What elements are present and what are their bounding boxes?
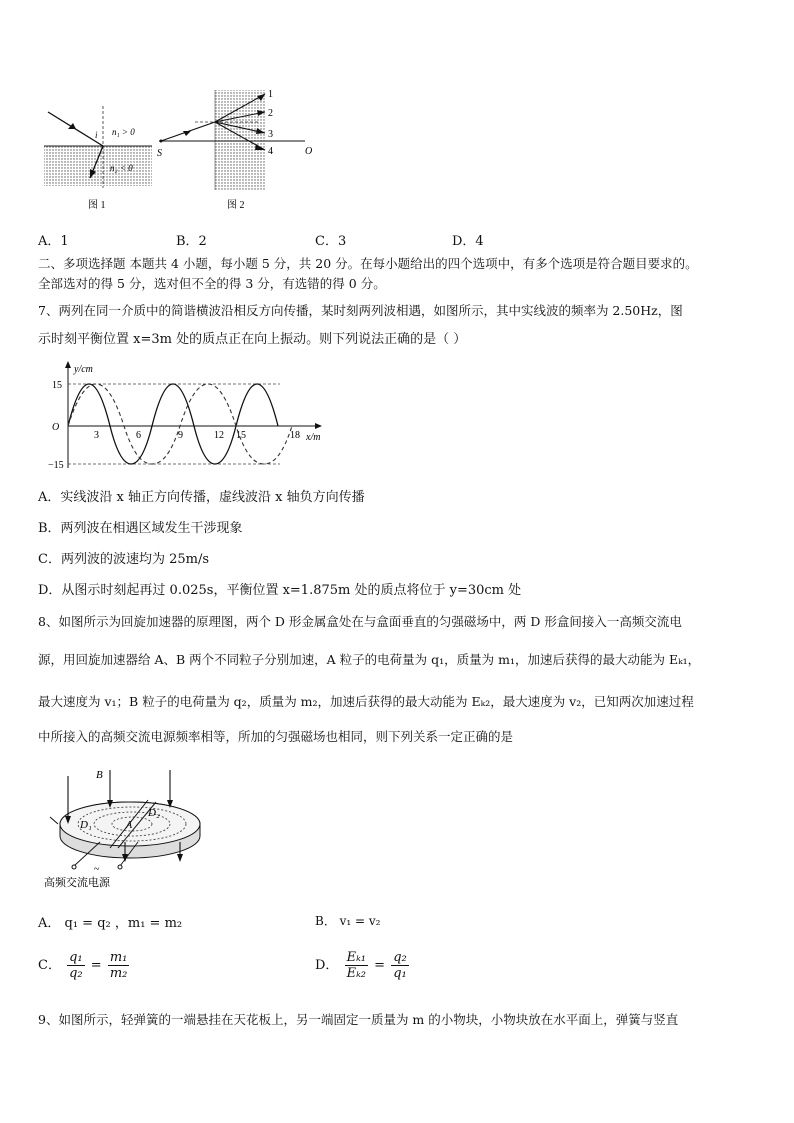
fig2-ray-1: 1 xyxy=(268,89,273,100)
q8-option-d-den1: Eₖ₂ xyxy=(346,966,367,981)
q7-origin: O xyxy=(52,422,60,433)
q7-wave-graph xyxy=(50,360,340,475)
fig2-ray-3: 3 xyxy=(268,129,273,140)
fig2-caption: 图 2 xyxy=(227,200,245,211)
q8-fig-D1: D₁ xyxy=(80,819,92,831)
q7-option-a: A．实线波沿 x 轴正方向传播，虚线波沿 x 轴负方向传播 xyxy=(38,490,365,505)
figure-2 xyxy=(155,86,325,216)
q8-fig-B: B xyxy=(96,769,103,781)
fig1-n2: n₂ < 0 xyxy=(110,163,133,173)
q7-ytick-neg15: −15 xyxy=(48,460,64,471)
q8-option-c-den1: q₂ xyxy=(69,966,83,981)
q8-stem-4: 中所接入的高频交流电源频率相等，所加的匀强磁场也相同，则下列关系一定正确的是 xyxy=(38,729,514,744)
q7-xtick-12: 12 xyxy=(214,430,224,441)
q8-fig-caption: 高频交流电源 xyxy=(44,877,110,889)
q7-option-b: B．两列波在相遇区域发生干涉现象 xyxy=(38,521,243,536)
q6-option-b: B．2 xyxy=(176,234,207,249)
q7-stem-2: 示时刻平衡位置 x=3m 处的质点正在向上振动。则下列说法正确的是（ ） xyxy=(38,332,467,347)
q7-option-d: D．从图示时刻起再过 0.025s，平衡位置 x=1.875m 处的质点将位于 y=30cm 处 xyxy=(38,583,522,598)
q8-fig-A: A xyxy=(126,820,133,831)
q8-stem-1: 8、如图所示为回旋加速器的原理图，两个 D 形金属盒处在与盒面垂直的匀强磁场中，两 D 形盒间接入一高频交流电 xyxy=(38,614,682,629)
q8-option-a: A． q₁ = q₂ ，m₁ = m₂ xyxy=(38,916,183,931)
q7-dashed-wave xyxy=(68,384,292,464)
fig1-n1: n₁ > 0 xyxy=(112,127,135,137)
q6-option-c: C．3 xyxy=(315,234,347,249)
fig2-label-O: O xyxy=(305,146,313,157)
q7-stem-1: 7、两列在同一介质中的简谐横波沿相反方向传播，某时刻两列波相遇，如图所示，其中实线波的频率为 2.50Hz，图 xyxy=(38,303,683,318)
q8-option-c-num2: m₁ xyxy=(109,950,128,965)
section2-instructions-1: 二、多项选择题 本题共 4 小题，每小题 5 分，共 20 分。在每小题给出的四个选项中，有多个选项是符合题目要求的。 xyxy=(38,256,698,271)
q8-option-d-num1: Eₖ₁ xyxy=(346,950,367,965)
q7-xtick-6: 6 xyxy=(136,430,141,441)
q8-option-c-frac2 xyxy=(108,950,130,981)
q7-option-c: C．两列波的波速均为 25m/s xyxy=(38,552,209,567)
q6-option-a: A．1 xyxy=(38,234,69,249)
q8-cyclotron-figure xyxy=(40,762,200,892)
q7-xtick-15: 15 xyxy=(236,430,246,441)
section2-instructions-2: 全部选对的得 5 分，选对但不全的得 3 分，有选错的得 0 分。 xyxy=(38,276,386,291)
q9-stem-1: 9、如图所示，轻弹簧的一端悬挂在天花板上，另一端固定一质量为 m 的小物块，小物块放在水平面上，弹簧与竖直 xyxy=(38,1012,679,1027)
q8-stem-2: 源，用回旋加速器给 A、B 两个不同粒子分别加速，A 粒子的电荷量为 q₁，质量为 m₁，加速后获得的最大动能为 Eₖ₁， xyxy=(38,652,701,667)
q8-option-c-eq: = xyxy=(90,958,102,973)
q8-option-c xyxy=(38,950,131,981)
q7-xtick-3: 3 xyxy=(94,430,99,441)
fig2-label-S: S xyxy=(157,148,162,159)
q7-xlabel: x/m xyxy=(306,432,321,443)
q7-ytick-15: 15 xyxy=(52,380,62,391)
q8-option-d-frac1 xyxy=(345,950,368,981)
q8-fig-source-symbol: ~ xyxy=(94,864,100,875)
q7-xtick-9: 9 xyxy=(178,430,183,441)
q8-option-d-den2: q₁ xyxy=(393,966,407,981)
q8-option-c-den2: m₂ xyxy=(109,966,128,981)
fig2-ray-2: 2 xyxy=(268,108,273,119)
q8-stem-3: 最大速度为 v₁；B 粒子的电荷量为 q₂，质量为 m₂，加速后获得的最大动能为 Eₖ₂，最大速度为 v₂，已知两次加速过程 xyxy=(38,694,694,709)
q8-option-d-eq: = xyxy=(374,958,386,973)
q8-option-d-num2: q₂ xyxy=(393,950,407,965)
q8-option-c-label: C． xyxy=(38,958,61,973)
fig1-angle-i: i xyxy=(95,130,98,140)
fig1-caption: 图 1 xyxy=(88,200,106,211)
q6-option-d: D．4 xyxy=(452,234,484,249)
q8-option-d-frac2 xyxy=(391,950,409,981)
q7-xtick-18: 18 xyxy=(290,430,300,441)
figure-1 xyxy=(40,98,160,216)
q8-fig-D2: D₂ xyxy=(148,807,160,819)
q8-option-b: B． v₁ = v₂ xyxy=(315,914,381,928)
q8-option-c-frac1 xyxy=(67,950,85,981)
q8-option-c-num1: q₁ xyxy=(69,950,83,965)
q7-ylabel: y/cm xyxy=(74,364,93,375)
q8-option-d-label: D． xyxy=(315,958,339,973)
fig2-ray-4: 4 xyxy=(268,146,273,157)
q7-solid-wave xyxy=(68,384,278,464)
q8-option-d xyxy=(315,950,411,981)
